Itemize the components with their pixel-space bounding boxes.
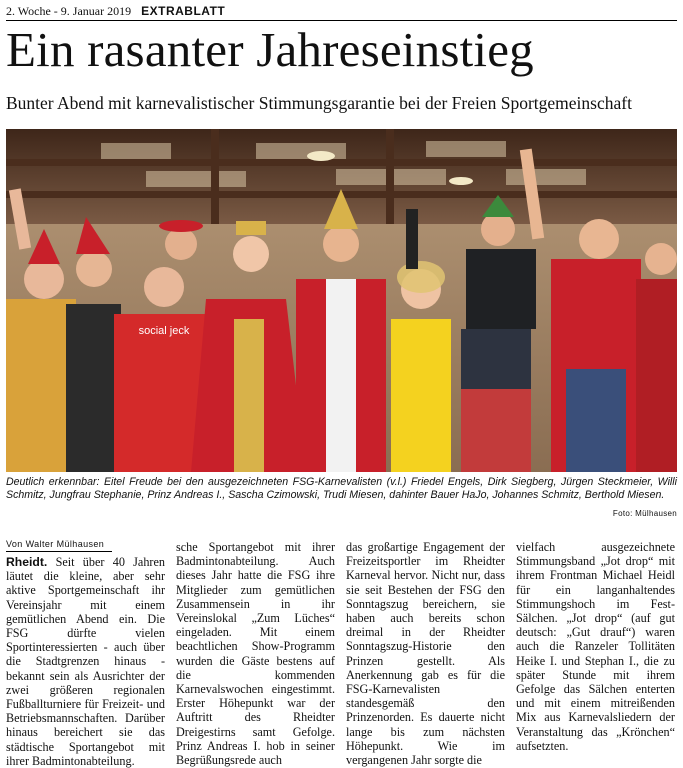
issue-date: 2. Woche - 9. Januar 2019 [6,3,132,18]
dateline: Rheidt. [6,555,48,569]
article-column-1 [6,555,165,768]
carnival-group-photo [6,129,677,472]
page-header [6,3,677,19]
article-column-2 [176,540,335,768]
photo-credit: Foto: Mülhausen [612,509,677,518]
article-headline: Ein rasanter Jahreseinstieg [6,22,534,77]
author-byline: Von Walter Mülhausen [6,539,105,549]
byline-rule [6,551,112,552]
section-label: EXTRABLATT [141,4,226,18]
article-photo [6,129,677,472]
column-2-text: sche Sportangebot mit ihrer Badmintonabteilung. Auch dieses Jahr hatte die FSG ihre Mitglieder zum gemütlichen Zusammensein in ihr Vereinslokal „Zum Lüches“ eingeladen. Mit einem beachtlichen Show-Programm wurden die Gäste bestens auf die kommenden Karnevalswochen eingestimmt. Erster Höhepunkt war der Auftritt des Rheidter Dreigestirns samt Gefolge. Prinz Andreas I. hob in seiner Begrüßungsrede auch [176,540,335,768]
photo-caption: Deutlich erkennbar: Eitel Freude bei den ausgezeichneten FSG-Karnevalisten (v.l.) Friedel Engels, Dirk Siegberg, Jürgen Steckmeier, Willi Schmitz, Jungfrau Stephanie, Prinz Andreas I., Sascha Czimowski, Trudi Miesen, dahinter Bauer HaJo, Johannes Schmitz, Berthold Miesen. [6,476,677,501]
article-subhead: Bunter Abend mit karnevalistischer Stimmungsgarantie bei der Freien Sportgemeinschaft [6,93,632,113]
column-3-text: das großartige Engagement der Freizeitsportler im Rheidter Karneval hervor. Nicht nur, dass sie seit Bestehen der FSG den Sonntagszug bereichern, sie haben auch bereits schon dreimal in der Rheidter Sonntagszug-Historie den Prinzen gestellt. Als Anerkennung gab es für die FSG-Karnevalisten standesgemäß den Prinzenorden. Es dauerte nicht lange bis zum nächsten Höhepunkt. Wie im vergangenen Jahr sorgte die [346,540,505,768]
column-1-text: Seit über 40 Jahren läutet die kleine, aber sehr aktive Sportgemeinschaft ihr Vereinsjahr mit einem gemütlichen Abend ein. Die FSG dürfte vielen Sportinteressierten - auch über die Stadtgrenzen hinaus - bekannt sein als Ausrichter der zwei größeren regionalen Fußballturniere für Freizeit- und Betriebsmannschaften. Darüber hinaus bereichert sie das städtische Sportangebot mit ihrer Badmintonabteilung. [6,555,165,768]
article-column-3 [346,540,505,768]
column-4-text: vielfach ausgezeichnete Stimmungsband „Jot drop“ mit ihrem Frontman Michael Heidl für ein langanhaltendes Stimmungshoch im Fest-Sälchen. „Jot drop“ (auf gut deutsch: „Gut drauf“) waren auch die Ranzeler Tollitäten Heike I. und Stephan I., die zu später Stunde mit ihrem Gefolge das Sälchen enterten und mit einem mitreißenden Mix aus Karnevalsliedern der Veranstaltung das „Krönchen“ aufsetzten. [516,540,675,753]
shirt-print: social jeck [138,325,190,337]
header-rule [6,20,677,21]
article-column-4 [516,540,675,753]
